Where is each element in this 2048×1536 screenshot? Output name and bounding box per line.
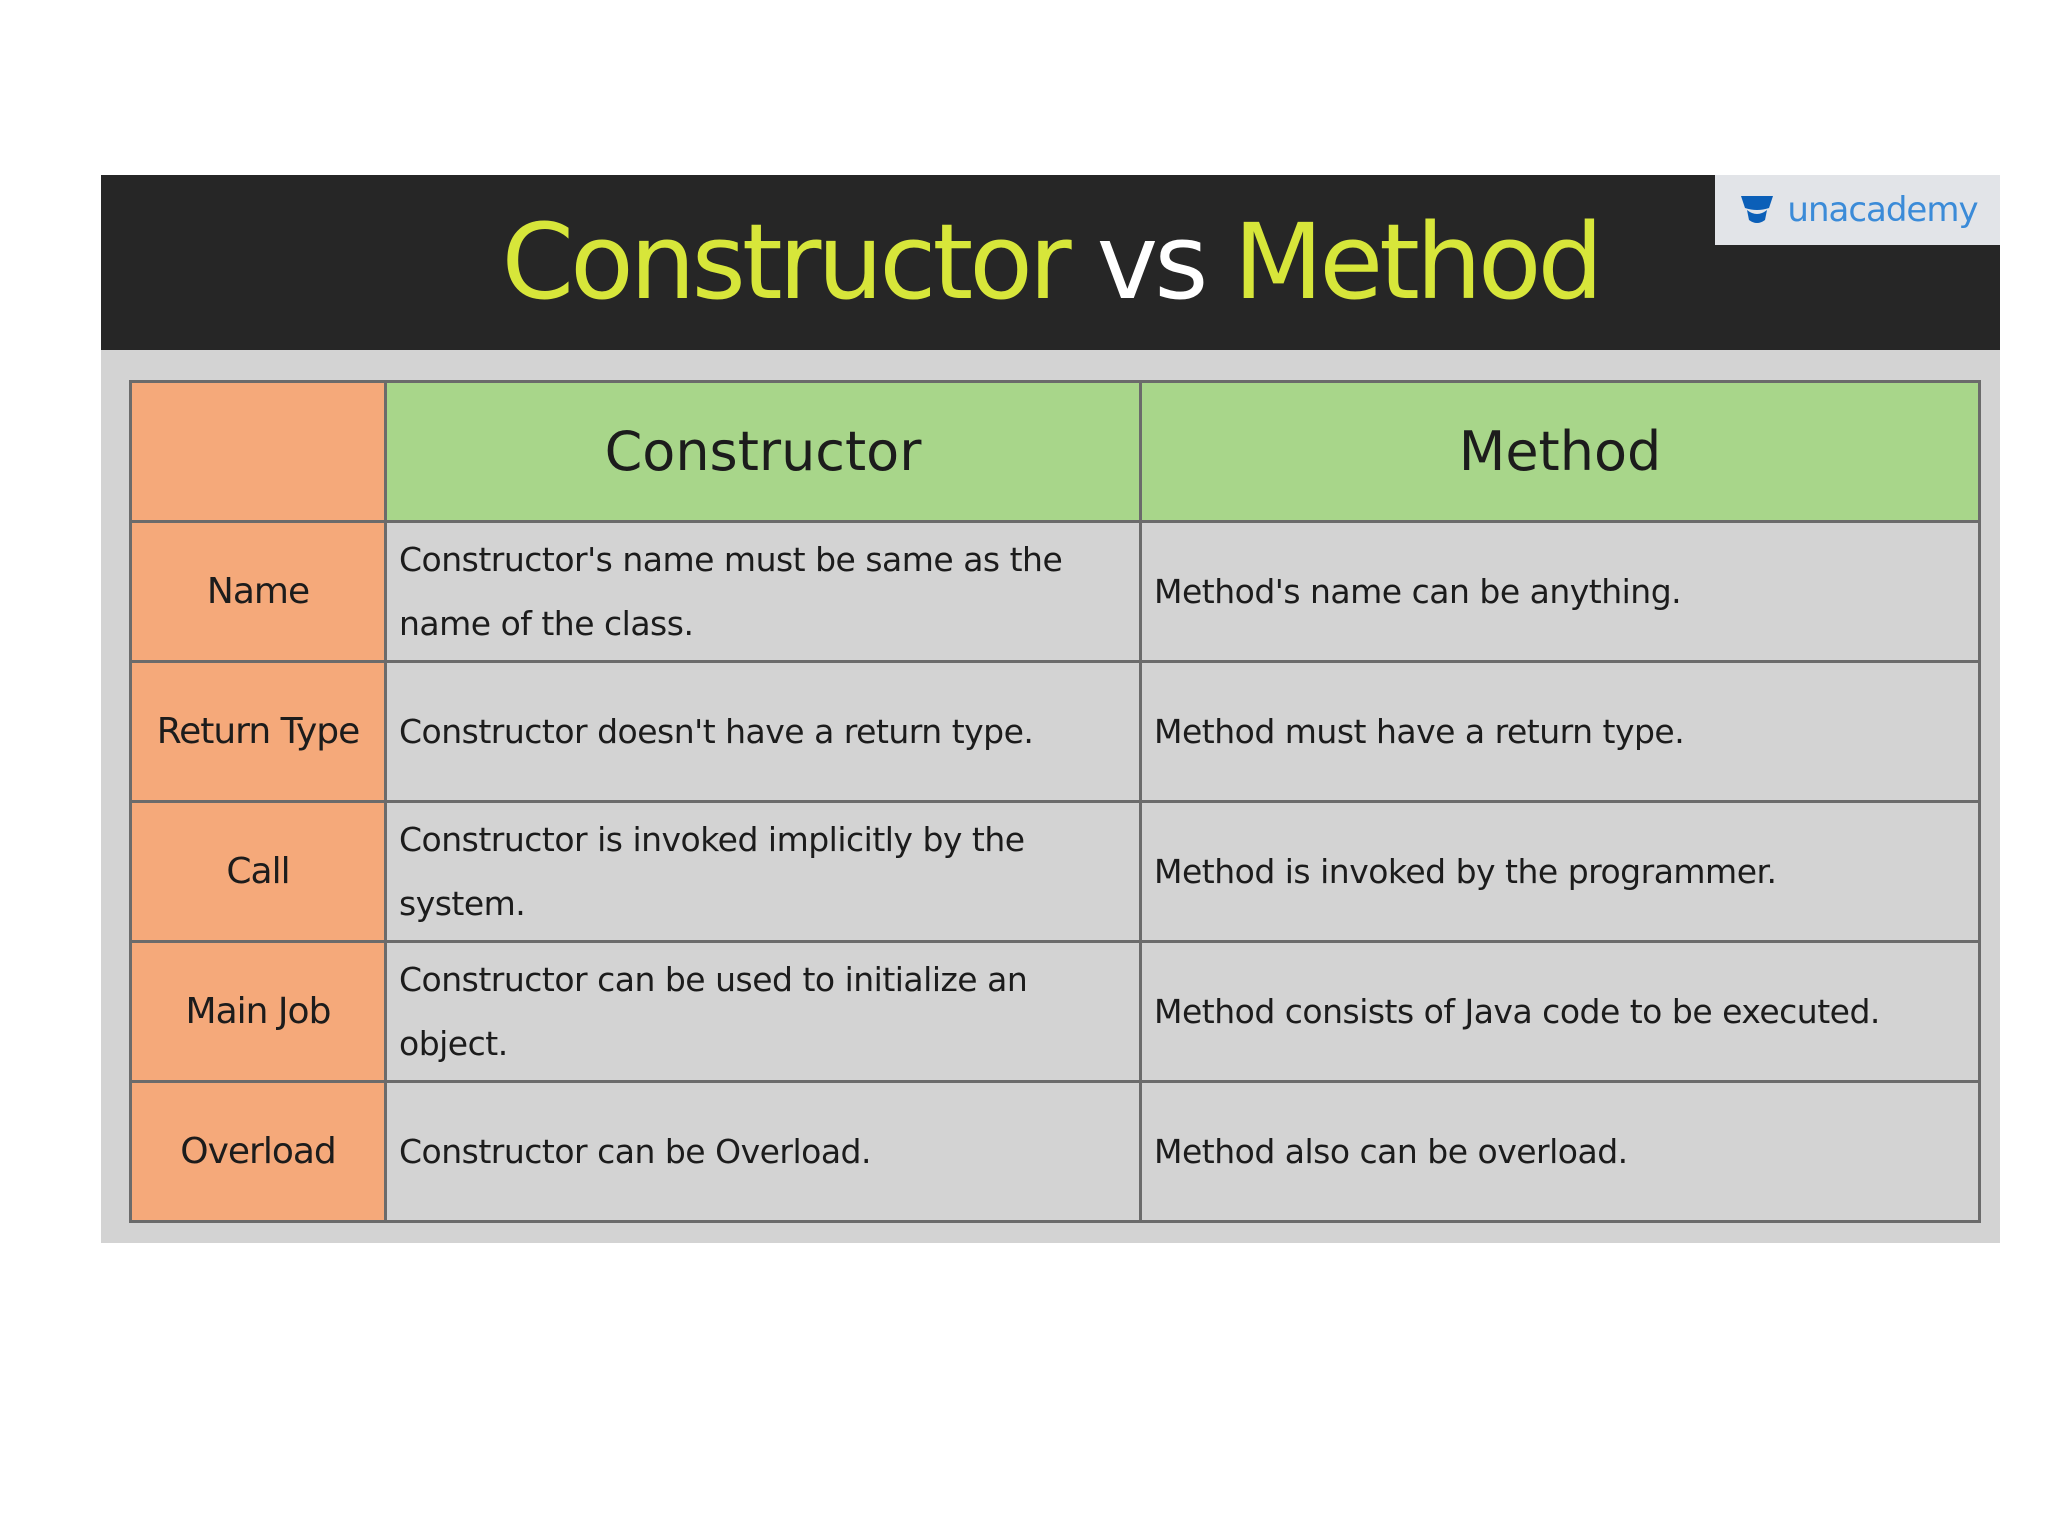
brand-logo <box>1715 175 2000 245</box>
row-label-call: Call <box>131 802 386 942</box>
table-row <box>131 522 1980 662</box>
cell-constructor-main-job: Constructor can be used to initialize an object. <box>386 942 1141 1082</box>
cell-constructor-return-type: Constructor doesn't have a return type. <box>386 662 1141 802</box>
row-label-overload: Overload <box>131 1082 386 1222</box>
brand-text: unacademy <box>1787 190 1978 230</box>
comparison-table <box>129 380 1981 1223</box>
cell-method-call: Method is invoked by the programmer. <box>1141 802 1980 942</box>
title-banner <box>101 175 2000 350</box>
cell-method-name: Method's name can be anything. <box>1141 522 1980 662</box>
cell-constructor-call: Constructor is invoked implicitly by the system. <box>386 802 1141 942</box>
table-row <box>131 942 1980 1082</box>
row-label-name: Name <box>131 522 386 662</box>
row-label-return-type: Return Type <box>131 662 386 802</box>
title-method: Method <box>1233 201 1600 323</box>
title-vs: vs <box>1067 201 1234 323</box>
table-row <box>131 662 1980 802</box>
column-header-method: Method <box>1141 382 1980 522</box>
title-constructor: Constructor <box>501 201 1068 323</box>
cell-method-main-job: Method consists of Java code to be executed. <box>1141 942 1980 1082</box>
comparison-card <box>101 175 2000 1243</box>
cell-method-overload: Method also can be overload. <box>1141 1082 1980 1222</box>
cell-method-return-type: Method must have a return type. <box>1141 662 1980 802</box>
table-header-row <box>131 382 1980 522</box>
cell-constructor-overload: Constructor can be Overload. <box>386 1082 1141 1222</box>
corner-cell <box>131 382 386 522</box>
column-header-constructor: Constructor <box>386 382 1141 522</box>
cell-constructor-name: Constructor's name must be same as the name of the class. <box>386 522 1141 662</box>
row-label-main-job: Main Job <box>131 942 386 1082</box>
table-row <box>131 1082 1980 1222</box>
unacademy-logo-icon <box>1737 190 1777 230</box>
table-row <box>131 802 1980 942</box>
